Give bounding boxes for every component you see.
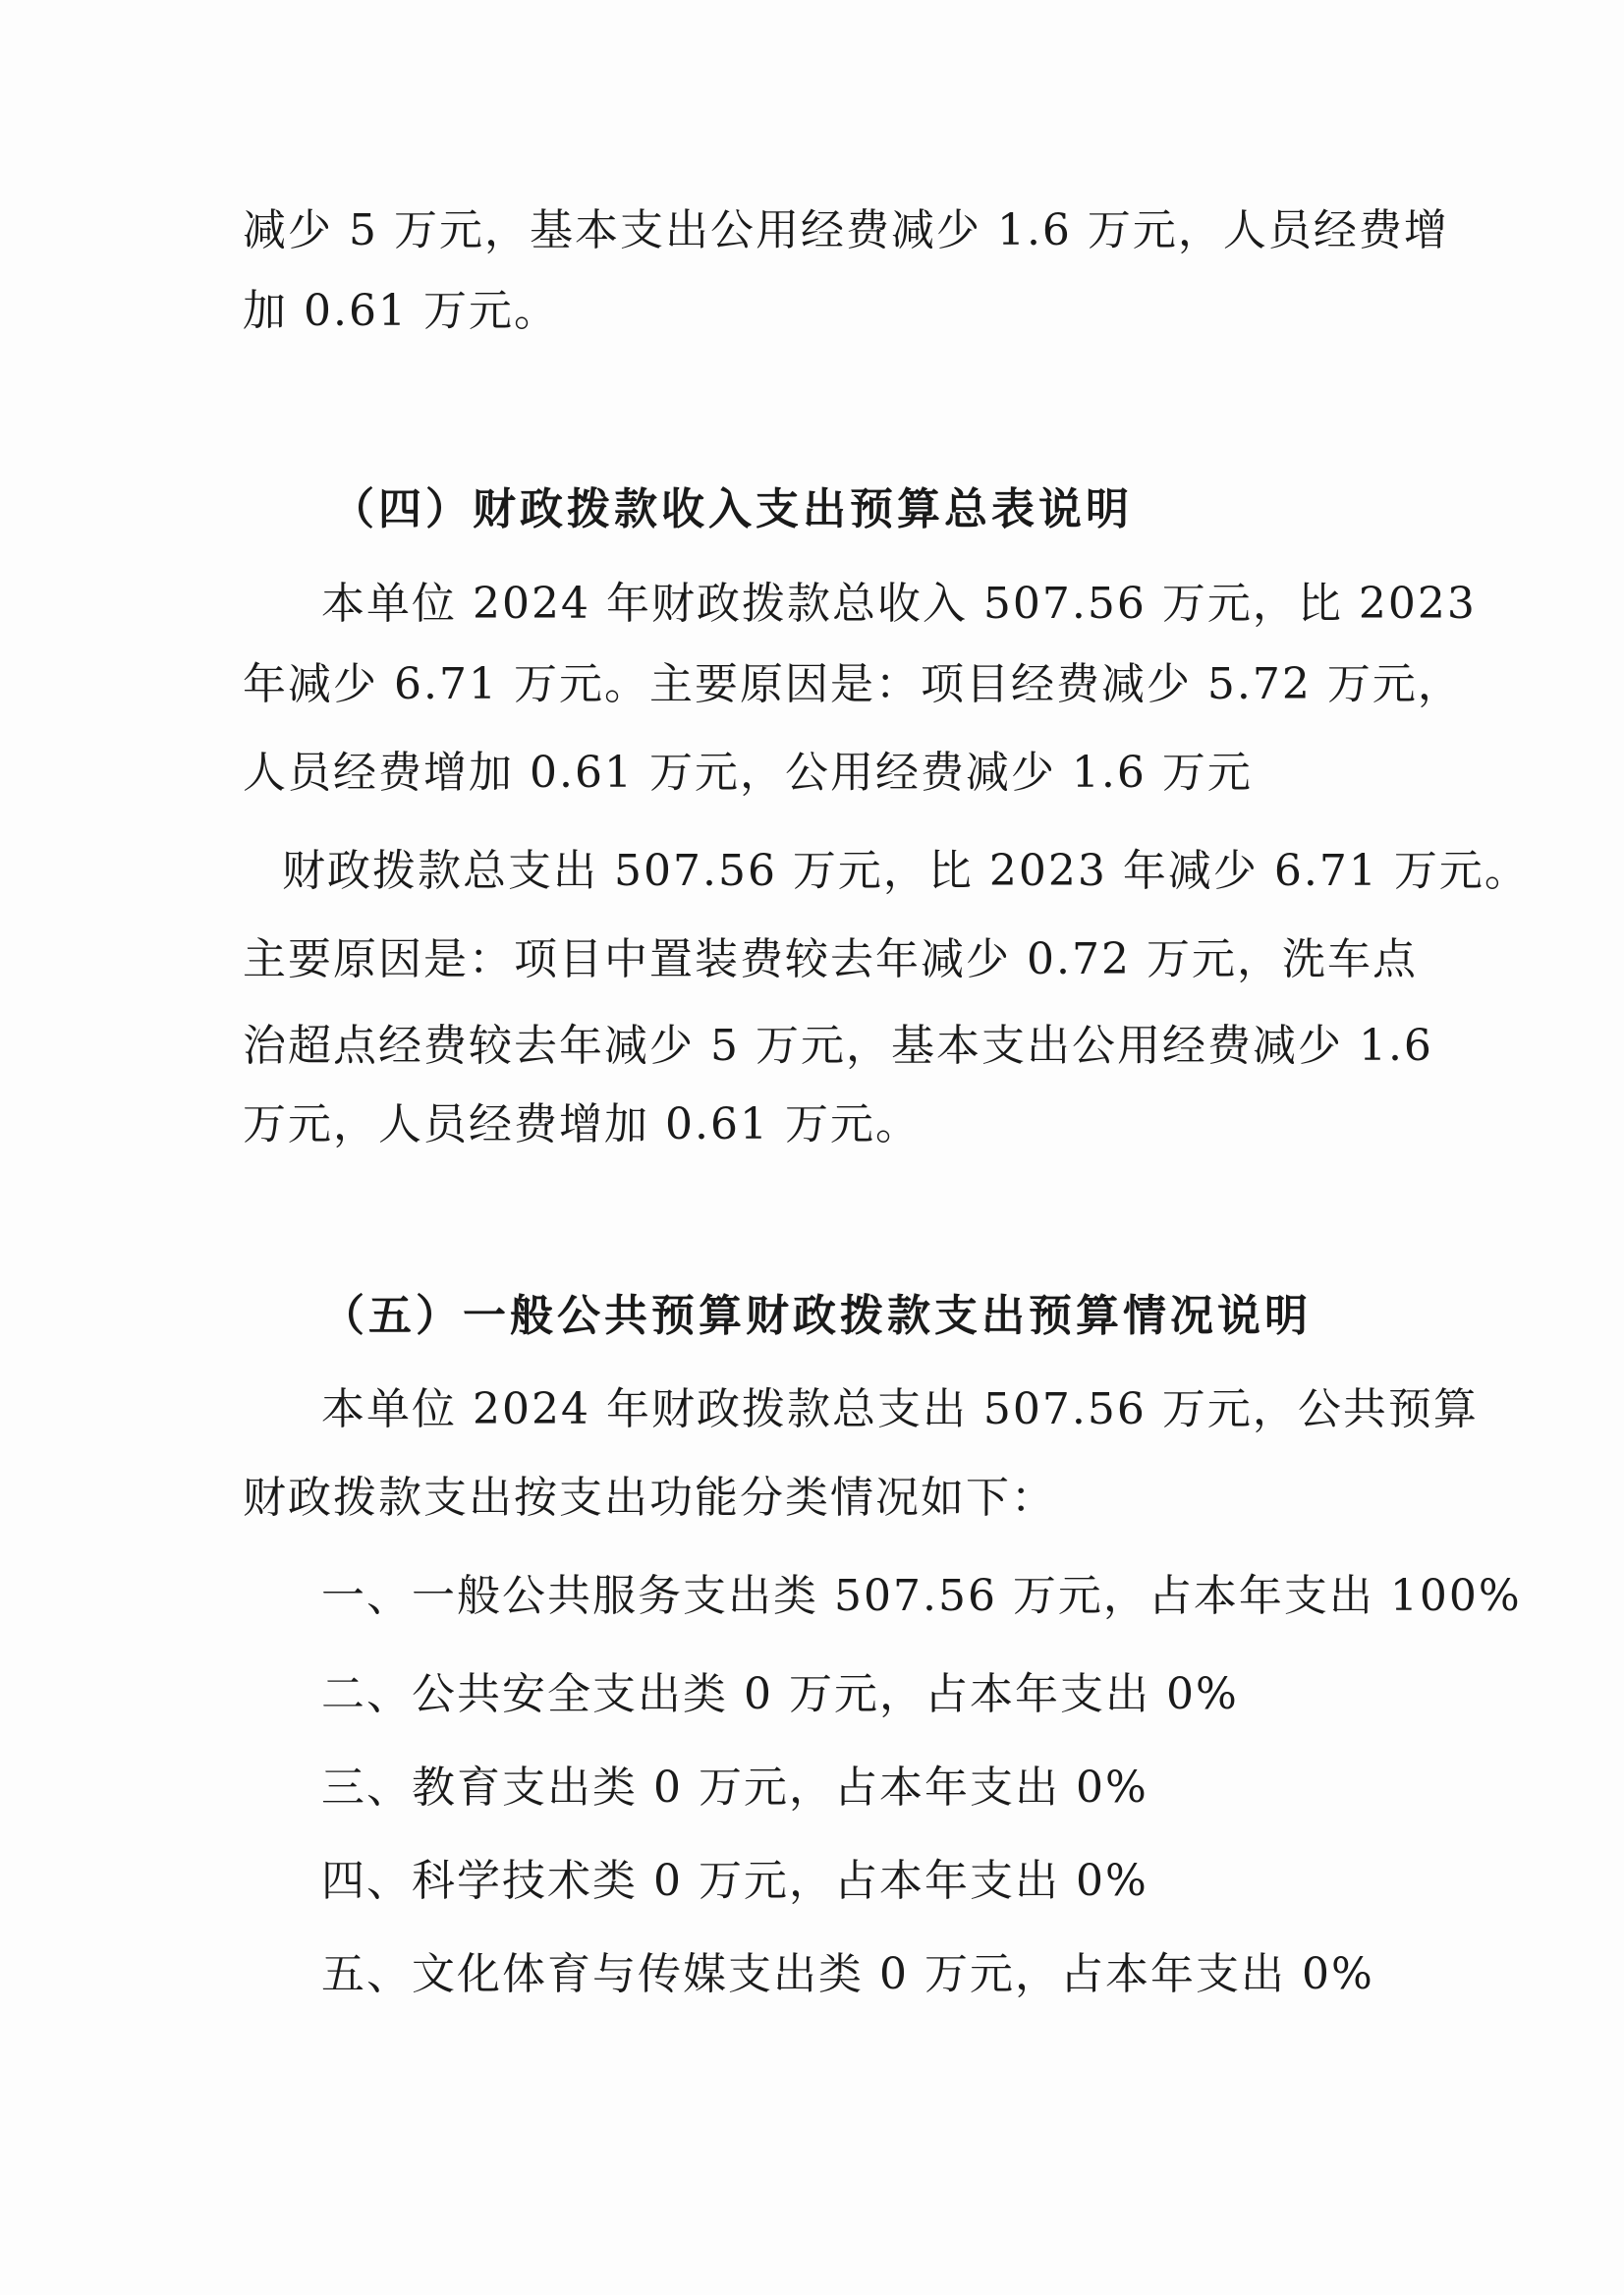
section-5-heading: （五）一般公共预算财政拨款支出预算情况说明 — [321, 1291, 1312, 1341]
expense-item-2: 二、公共安全支出类 0 万元，占本年支出 0% — [321, 1669, 1239, 1719]
paragraph-continued-line-2: 加 0.61 万元。 — [243, 286, 559, 336]
expense-item-5: 五、文化体育与传媒支出类 0 万元，占本年支出 0% — [321, 1949, 1374, 1999]
section-4-para-2-line-2: 主要原因是：项目中置装费较去年减少 0.72 万元，洗车点 — [243, 934, 1418, 984]
expense-item-1: 一、一般公共服务支出类 507.56 万元，占本年支出 100% — [321, 1571, 1522, 1621]
section-4-para-1-line-1: 本单位 2024 年财政拨款总收入 507.56 万元，比 2023 — [321, 579, 1477, 629]
expense-item-3: 三、教育支出类 0 万元，占本年支出 0% — [321, 1763, 1148, 1813]
section-4-para-2-line-3: 治超点经费较去年减少 5 万元，基本支出公用经费减少 1.6 — [243, 1021, 1433, 1071]
section-5-intro-line-1: 本单位 2024 年财政拨款总支出 507.56 万元，公共预算 — [321, 1384, 1479, 1434]
section-4-para-2-line-4: 万元，人员经费增加 0.61 万元。 — [243, 1099, 921, 1149]
section-4-heading: （四）财政拨款收入支出预算总表说明 — [331, 484, 1133, 534]
section-5-intro-line-2: 财政拨款支出按支出功能分类情况如下： — [243, 1473, 1056, 1523]
section-4-para-1-line-3: 人员经费增加 0.61 万元，公用经费减少 1.6 万元 — [243, 748, 1253, 798]
expense-item-4: 四、科学技术类 0 万元，占本年支出 0% — [321, 1856, 1148, 1906]
section-4-para-1-line-2: 年减少 6.71 万元。主要原因是：项目经费减少 5.72 万元， — [243, 659, 1463, 709]
section-4-para-2-line-1: 财政拨款总支出 507.56 万元，比 2023 年减少 6.71 万元。 — [282, 846, 1530, 896]
paragraph-continued-line-1: 减少 5 万元，基本支出公用经费减少 1.6 万元，人员经费增 — [243, 205, 1449, 255]
